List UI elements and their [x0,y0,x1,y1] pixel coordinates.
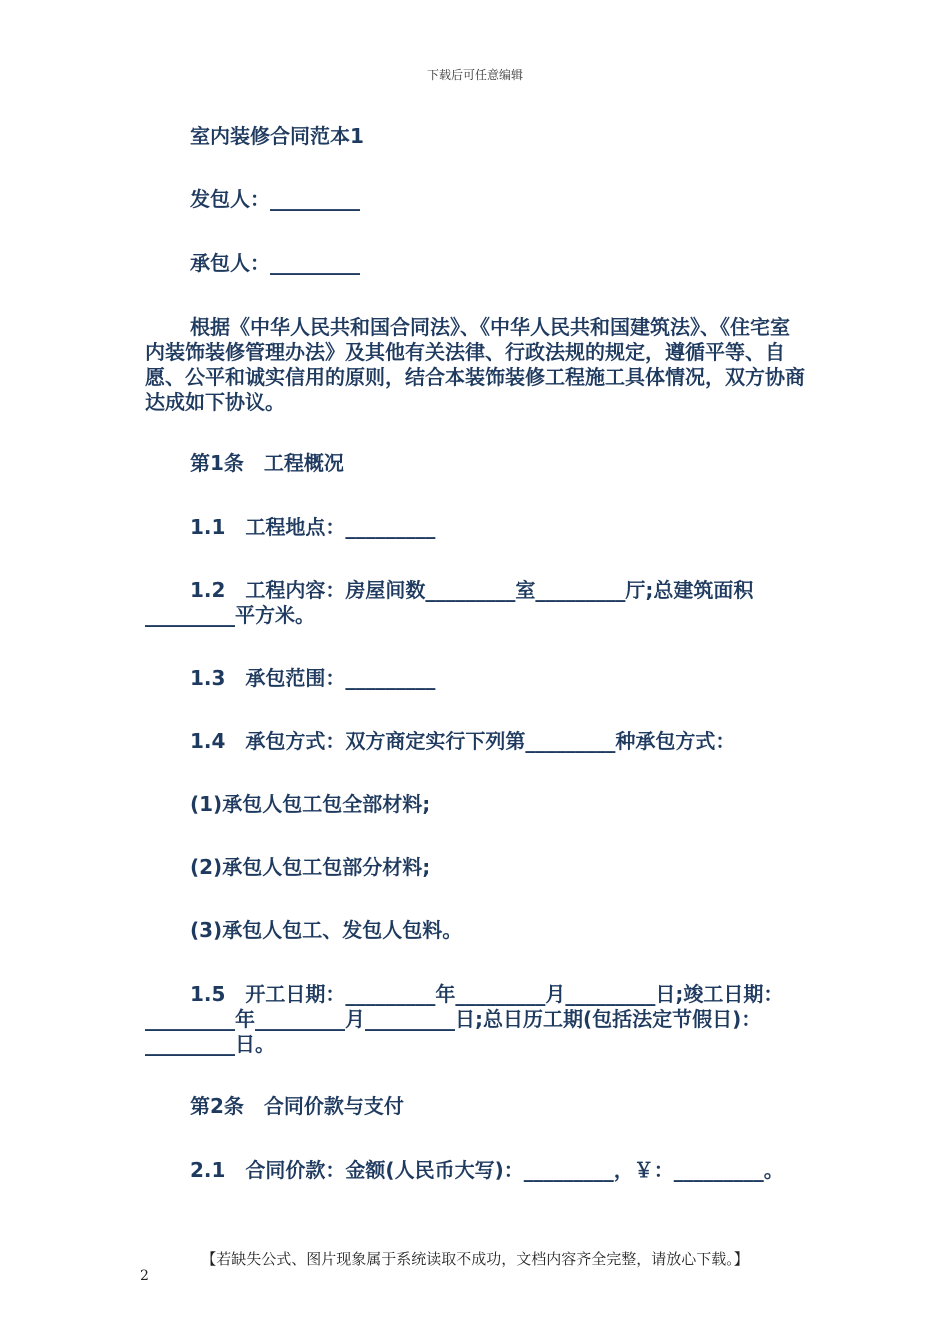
party-b-line: 承包人：_________ [190,251,360,275]
option-2: (2)承包人包工包部分材料; [190,855,431,879]
preamble-paragraph: 根据《中华人民共和国合同法》、《中华人民共和国建筑法》、《住宅室内装饰装修管理办法》及其他有关法律、行政法规的规定，遵循平等、自愿、公平和诚实信用的原则，结合本装饰装修工程施工具体情况，双方协商达成如下协议。 [145,315,805,414]
page-number: 2 [140,1268,149,1284]
clause-1-4: 1.4 承包方式：双方商定实行下列第_________种承包方式： [190,729,736,753]
page-header: 下载后可任意编辑 [426,68,523,82]
clause-1-5: 1.5 开工日期：_________年_________月_________日;竣工日期：_________年_________月_________日;总日历工期(包括法定节假日)：_________日。 [145,982,784,1056]
option-3: (3)承包人包工、发包人包料。 [190,918,463,942]
clause-1-1: 1.1 工程地点：_________ [190,515,436,539]
footer-note: 【若缺失公式、图片现象属于系统读取不成功，文档内容齐全完整，请放心下载。】 [201,1250,749,1268]
article-2-heading: 第2条 合同价款与支付 [190,1094,404,1118]
clause-1-3: 1.3 承包范围：_________ [190,666,436,690]
clause-2-1: 2.1 合同价款：金额(人民币大写)：_________，￥：_________。 [190,1158,784,1182]
clause-1-2: 1.2 工程内容：房屋间数_________室_________厅;总建筑面积_________平方米。 [145,578,754,627]
document-title: 室内装修合同范本1 [190,124,364,148]
article-1-heading: 第1条 工程概况 [190,451,344,475]
option-1: (1)承包人包工包全部材料; [190,792,431,816]
party-a-line: 发包人：_________ [190,187,360,211]
